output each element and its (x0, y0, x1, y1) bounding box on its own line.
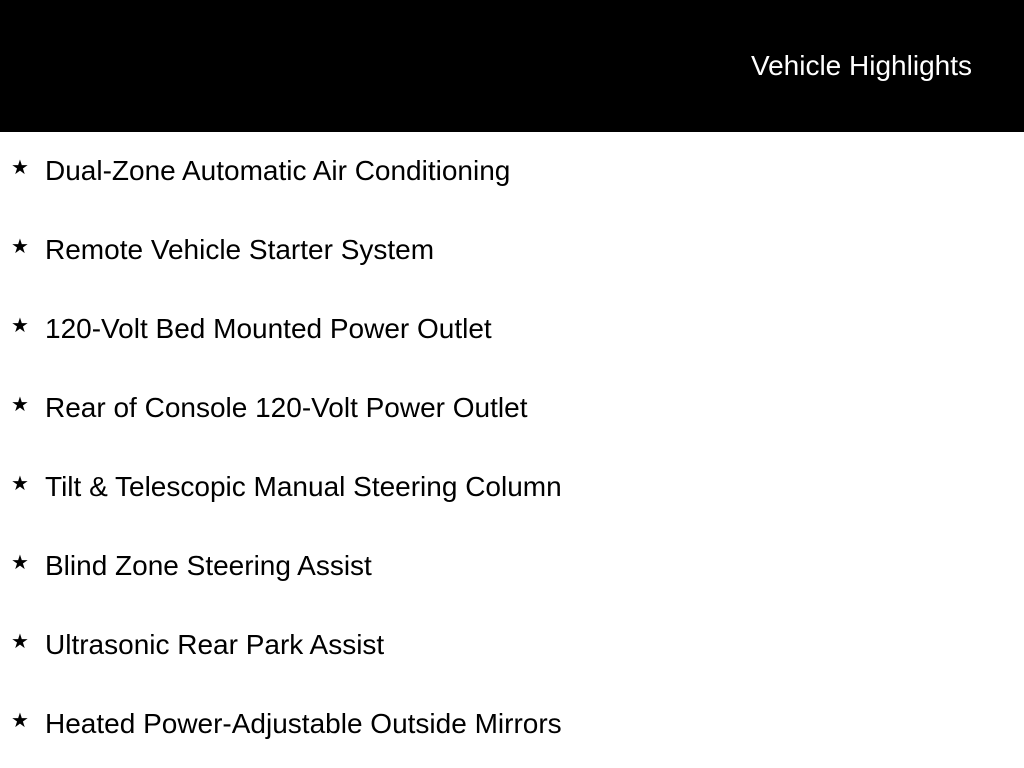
highlight-label: Dual-Zone Automatic Air Conditioning (45, 155, 511, 186)
highlight-label: Remote Vehicle Starter System (45, 234, 435, 265)
star-icon: ★ (11, 471, 29, 495)
list-item (0, 369, 1024, 448)
list-item (0, 211, 1024, 290)
list-item (0, 685, 1024, 764)
highlight-label: Heated Power-Adjustable Outside Mirrors (45, 708, 562, 739)
star-icon: ★ (11, 392, 29, 416)
header-bar (0, 0, 1024, 132)
page-title: Vehicle Highlights (750, 50, 972, 81)
list-item (0, 606, 1024, 685)
list-item (0, 290, 1024, 369)
star-icon: ★ (11, 155, 29, 179)
list-item (0, 132, 1024, 211)
highlight-label: Ultrasonic Rear Park Assist (45, 629, 385, 660)
star-icon: ★ (11, 708, 29, 732)
star-icon: ★ (11, 629, 29, 653)
list-item (0, 527, 1024, 606)
highlight-label: Rear of Console 120-Volt Power Outlet (45, 392, 528, 423)
star-icon: ★ (11, 550, 29, 574)
highlight-label: Tilt & Telescopic Manual Steering Column (45, 471, 562, 502)
highlight-label: Blind Zone Steering Assist (45, 550, 372, 581)
list-item (0, 448, 1024, 527)
star-icon: ★ (11, 234, 29, 258)
highlight-label: 120-Volt Bed Mounted Power Outlet (45, 313, 492, 344)
highlights-list (0, 132, 1024, 764)
star-icon: ★ (11, 313, 29, 337)
